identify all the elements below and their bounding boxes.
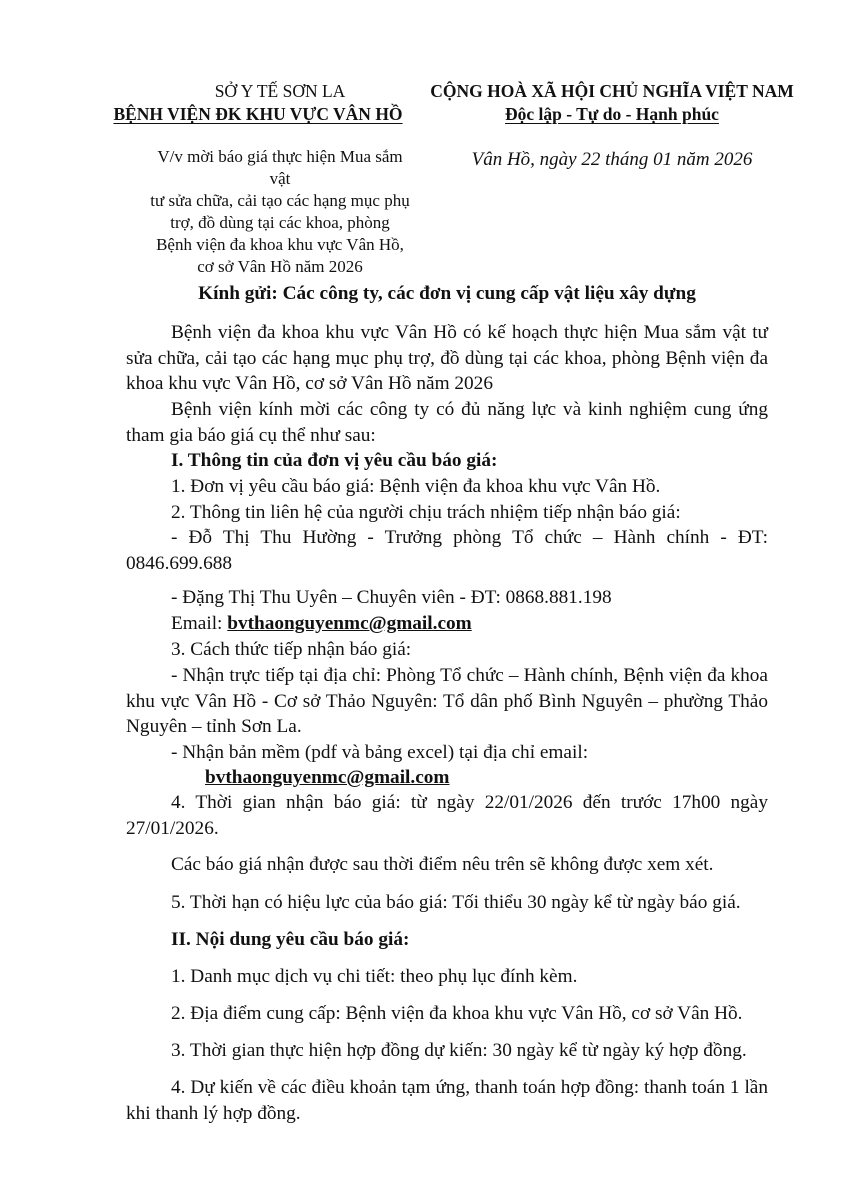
section-1-item-2: 2. Thông tin liên hệ của người chịu trách nhiệm tiếp nhận báo giá: bbox=[171, 502, 681, 523]
nation-title: CỘNG HOÀ XÃ HỘI CHỦ NGHĨA VIỆT NAM bbox=[430, 81, 794, 101]
section-2-item-3: 3. Thời gian thực hiện hợp đồng dự kiến: 30 ngày kể từ ngày ký hợp đồng. bbox=[171, 1040, 747, 1061]
email-line bbox=[126, 611, 768, 637]
subject-line: Bệnh viện đa khoa khu vực Vân Hồ, bbox=[156, 235, 404, 254]
intro-paragraph-1: Bệnh viện đa khoa khu vực Vân Hồ có kế hoạch thực hiện Mua sắm vật tư sửa chữa, cải tạo các hạng mục phụ trợ, đồ dùng tại các khoa, phòng Bệnh viện đa khoa khu vực Vân Hồ, cơ sở Vân Hồ năm 2026 bbox=[126, 322, 768, 394]
section-1-item-4: 4. Thời gian nhận báo giá: từ ngày 22/01/2026 đến trước 17h00 ngày 27/01/2026. bbox=[126, 792, 768, 839]
agency-name: SỞ Y TẾ SƠN LA bbox=[214, 81, 346, 101]
subject-block bbox=[150, 146, 410, 278]
motto-text: Độc lập - Tự do - Hạnh phúc bbox=[505, 104, 719, 124]
receive-soft: - Nhận bản mềm (pdf và bảng excel) tại địa chỉ email: bbox=[171, 742, 589, 763]
place-date: Vân Hồ, ngày 22 tháng 01 năm 2026 bbox=[471, 149, 753, 170]
recipient: Kính gửi: Các công ty, các đơn vị cung cấp vật liệu xây dựng bbox=[198, 283, 696, 304]
subject-line: trợ, đồ dùng tại các khoa, phòng bbox=[170, 213, 390, 232]
receive-email-link[interactable]: bvthaonguyenmc@gmail.com bbox=[205, 767, 450, 788]
hospital-name-text: BỆNH VIỆN ĐK KHU VỰC VÂN HỒ bbox=[113, 104, 403, 124]
section-2-item-4: 4. Dự kiến về các điều khoản tạm ứng, thanh toán hợp đồng: thanh toán 1 lần khi thanh lý hợp đồng. bbox=[126, 1077, 768, 1124]
hospital-name bbox=[108, 103, 408, 125]
section-1-item-5: 5. Thời hạn có hiệu lực của báo giá: Tối thiểu 30 ngày kể từ ngày báo giá. bbox=[171, 892, 741, 913]
contact-2: - Đặng Thị Thu Uyên – Chuyên viên - ĐT: 0868.881.198 bbox=[171, 587, 612, 608]
section-2-title: II. Nội dung yêu cầu báo giá: bbox=[171, 929, 410, 950]
intro-paragraph-2: Bệnh viện kính mời các công ty có đủ năng lực và kinh nghiệm cung ứng tham gia báo giá cụ thể như sau: bbox=[126, 399, 768, 446]
motto bbox=[402, 103, 822, 125]
section-1-title: I. Thông tin của đơn vị yêu cầu báo giá: bbox=[171, 450, 498, 471]
late-note: Các báo giá nhận được sau thời điểm nêu trên sẽ không được xem xét. bbox=[171, 854, 714, 875]
section-2-item-1: 1. Danh mục dịch vụ chi tiết: theo phụ lục đính kèm. bbox=[171, 966, 578, 987]
subject-line: cơ sở Vân Hồ năm 2026 bbox=[197, 257, 363, 276]
email-link[interactable]: bvthaonguyenmc@gmail.com bbox=[227, 613, 472, 634]
section-2-item-2: 2. Địa điểm cung cấp: Bệnh viện đa khoa khu vực Vân Hồ, cơ sở Vân Hồ. bbox=[171, 1003, 743, 1024]
subject-line: V/v mời báo giá thực hiện Mua sắm vật bbox=[157, 147, 403, 188]
contact-1: - Đỗ Thị Thu Hường - Trưởng phòng Tổ chức – Hành chính - ĐT: 0846.699.688 bbox=[126, 527, 768, 574]
receive-email-line bbox=[126, 765, 768, 791]
email-label: Email: bbox=[171, 613, 228, 634]
section-1-item-3: 3. Cách thức tiếp nhận báo giá: bbox=[171, 639, 412, 660]
section-1-item-1: 1. Đơn vị yêu cầu báo giá: Bệnh viện đa khoa khu vực Vân Hồ. bbox=[171, 476, 661, 497]
subject-line: tư sửa chữa, cải tạo các hạng mục phụ bbox=[150, 191, 410, 210]
receive-direct: - Nhận trực tiếp tại địa chỉ: Phòng Tổ chức – Hành chính, Bệnh viện đa khoa khu vực Vân Hồ - Cơ sở Thảo Nguyên: Tổ dân phố Bình Nguyên – phường Thảo Nguyên – tỉnh Sơn La. bbox=[126, 665, 768, 737]
